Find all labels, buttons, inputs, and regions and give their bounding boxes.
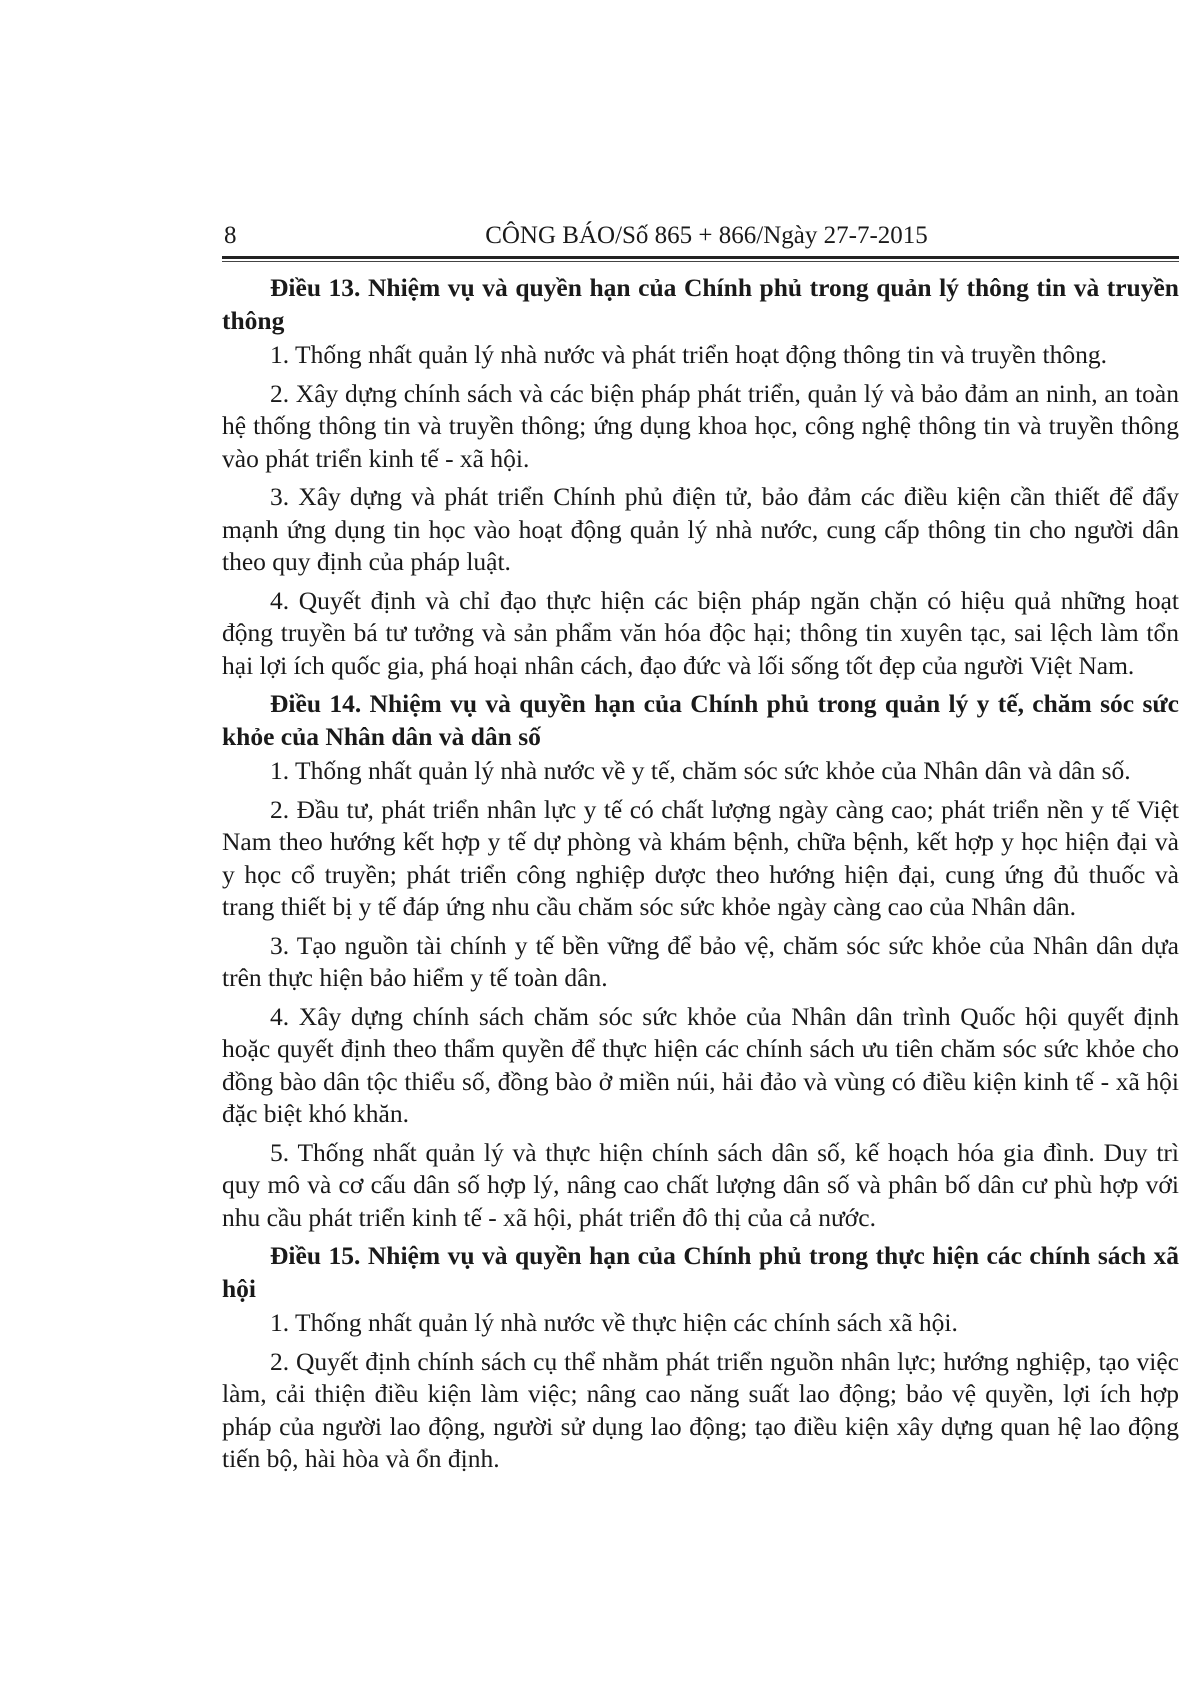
gazette-page	[222, 218, 1179, 1482]
page-header	[222, 218, 1179, 252]
article-title: Điều 13. Nhiệm vụ và quyền hạn của Chính phủ trong quản lý thông tin và truyền thông	[222, 273, 1179, 335]
document-body	[222, 272, 1179, 1476]
article-13	[222, 272, 1179, 682]
article-paragraph: 1. Thống nhất quản lý nhà nước và phát triển hoạt động thông tin và truyền thông.	[270, 340, 1108, 369]
header-rule-thick	[222, 256, 1179, 259]
header-rule-thin	[222, 261, 1179, 262]
article-14	[222, 688, 1179, 1234]
article-15	[222, 1240, 1179, 1476]
page-number: 8	[224, 222, 237, 249]
article-paragraph: 4. Xây dựng chính sách chăm sóc sức khỏe của Nhân dân trình Quốc hội quyết định hoặc quyết định theo thẩm quyền để thực hiện các chính sách ưu tiên chăm sóc sức khỏe cho đồng bào dân tộc thiểu số, đồng bào ở miền núi, hải đảo và vùng có điều kiện kinh tế - xã hội đặc biệt khó khăn.	[222, 1001, 1179, 1128]
article-paragraph: 5. Thống nhất quản lý và thực hiện chính sách dân số, kế hoạch hóa gia đình. Duy trì quy mô và cơ cấu dân số hợp lý, nâng cao chất lượng dân số và phân bố dân cư phù hợp với nhu cầu phát triển kinh tế - xã hội, phát triển đô thị của cả nước.	[222, 1137, 1179, 1232]
article-paragraph: 4. Quyết định và chỉ đạo thực hiện các biện pháp ngăn chặn có hiệu quả những hoạt động truyền bá tư tưởng và sản phẩm văn hóa độc hại; thông tin xuyên tạc, sai lệch làm tổn hại lợi ích quốc gia, phá hoại nhân cách, đạo đức và lối sống tốt đẹp của người Việt Nam.	[222, 585, 1179, 680]
article-paragraph: 2. Đầu tư, phát triển nhân lực y tế có chất lượng ngày càng cao; phát triển nền y tế Việt Nam theo hướng kết hợp y tế dự phòng và khám bệnh, chữa bệnh, kết hợp y học hiện đại và y học cổ truyền; phát triển công nghiệp dược theo hướng hiện đại, cung ứng đủ thuốc và trang thiết bị y tế đáp ứng nhu cầu chăm sóc sức khỏe ngày càng cao của Nhân dân.	[222, 794, 1179, 921]
article-paragraph: 2. Xây dựng chính sách và các biện pháp phát triển, quản lý và bảo đảm an ninh, an toàn hệ thống thông tin và truyền thông; ứng dụng khoa học, công nghệ thông tin và truyền thông vào phát triển kinh tế - xã hội.	[222, 378, 1179, 473]
article-paragraph: 3. Xây dựng và phát triển Chính phủ điện tử, bảo đảm các điều kiện cần thiết để đẩy mạnh ứng dụng tin học vào hoạt động quản lý nhà nước, cung cấp thông tin cho người dân theo quy định của pháp luật.	[222, 482, 1179, 576]
article-title: Điều 14. Nhiệm vụ và quyền hạn của Chính phủ trong quản lý y tế, chăm sóc sức khỏe của Nhân dân và dân số	[222, 689, 1179, 751]
article-paragraph: 2. Quyết định chính sách cụ thể nhằm phát triển nguồn nhân lực; hướng nghiệp, tạo việc làm, cải thiện điều kiện làm việc; nâng cao năng suất lao động; bảo vệ quyền, lợi ích hợp pháp của người lao động, người sử dụng lao động; tạo điều kiện xây dựng quan hệ lao động tiến bộ, hài hòa và ổn định.	[222, 1346, 1179, 1473]
article-paragraph: 1. Thống nhất quản lý nhà nước về thực hiện các chính sách xã hội.	[270, 1308, 958, 1337]
article-paragraph: 1. Thống nhất quản lý nhà nước về y tế, chăm sóc sức khỏe của Nhân dân và dân số.	[270, 756, 1131, 785]
article-title: Điều 15. Nhiệm vụ và quyền hạn của Chính phủ trong thực hiện các chính sách xã hội	[222, 1241, 1179, 1303]
article-paragraph: 3. Tạo nguồn tài chính y tế bền vững để bảo vệ, chăm sóc sức khỏe của Nhân dân dựa trên thực hiện bảo hiểm y tế toàn dân.	[222, 930, 1179, 992]
gazette-header-title: CÔNG BÁO/Số 865 + 866/Ngày 27-7-2015	[485, 222, 928, 249]
